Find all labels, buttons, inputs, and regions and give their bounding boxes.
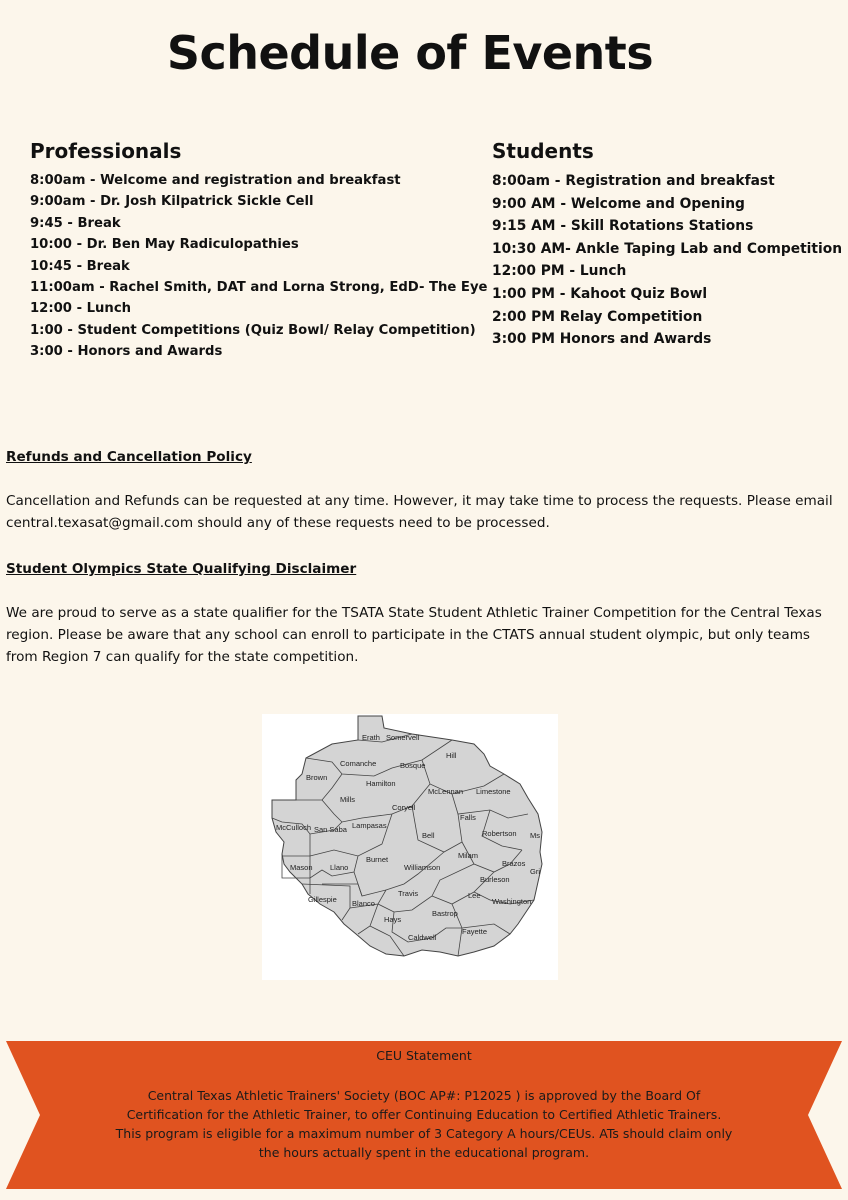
central-texas-map — [262, 714, 558, 980]
county-label: Hays — [384, 915, 402, 924]
schedule-item: 1:00 - Student Competitions (Quiz Bowl/ Relay Competition) — [30, 322, 476, 338]
county-label: Bosque — [400, 761, 426, 770]
professionals-heading: Professionals — [30, 139, 182, 163]
professionals-schedule — [30, 138, 488, 363]
schedule-item: 12:00 - Lunch — [30, 301, 132, 317]
disclaimer-text: We are proud to serve as a state qualifier for the TSATA State Student Athletic Trainer Competition for the Central Texas region. Please be aware that any school can enroll to participate in the CTATS annual student olympic, but only teams from Region 7 can qualify for the state competition. — [6, 605, 822, 665]
county-label: San Saba — [314, 825, 347, 834]
refunds-text: Cancellation and Refunds can be requested at any time. However, it may take time to process the requests. Please email central.texasat@gmail.com should any of these requests need to be processed. — [6, 493, 833, 531]
students-heading: Students — [492, 139, 594, 163]
county-label: Fayette — [462, 927, 488, 936]
schedule-item: 8:00am - Registration and breakfast — [492, 173, 775, 189]
county-label: Caldwell — [408, 933, 437, 942]
county-label: Bell — [422, 831, 435, 840]
refunds-section — [6, 446, 842, 534]
schedule-item: 8:00am - Welcome and registration and breakfast — [30, 173, 401, 188]
students-list — [492, 170, 842, 351]
schedule-item: 1:00 PM - Kahoot Quiz Bowl — [492, 285, 708, 302]
schedule-item: 12:00 PM - Lunch — [492, 263, 627, 280]
schedule-item: 3:00 - Honors and Awards — [30, 344, 223, 360]
schedule-item: 9:00am - Dr. Josh Kilpatrick Sickle Cell — [30, 194, 314, 210]
schedule-item: 9:00 AM - Welcome and Opening — [492, 195, 745, 212]
county-label: McLennan — [428, 787, 464, 796]
county-label: Gillespie — [308, 895, 337, 904]
ceu-title: CEU Statement — [376, 1048, 472, 1063]
county-label: McCulloch — [276, 823, 312, 832]
county-label: Burleson — [480, 875, 510, 884]
county-label: Lee — [468, 891, 481, 900]
county-map-svg — [262, 714, 558, 980]
county-label: Limestone — [476, 787, 511, 796]
county-label: Somervell — [386, 733, 420, 742]
students-schedule — [492, 138, 842, 351]
county-label: Hamilton — [366, 779, 396, 788]
page-title: Schedule of Events — [166, 26, 654, 80]
county-label: Washington — [492, 897, 532, 906]
county-label: Erath — [362, 733, 380, 742]
county-label: Williamson — [404, 863, 441, 872]
county-label: Travis — [398, 889, 419, 898]
schedule-item: 9:45 - Break — [30, 215, 121, 231]
county-label: Blanco — [352, 899, 375, 908]
county-label: Comanche — [340, 759, 377, 768]
county-label: Brazos — [502, 859, 526, 868]
county-label: Milam — [458, 851, 478, 860]
county-label: Mason — [290, 863, 313, 872]
professionals-list — [30, 170, 488, 363]
county-label: Robertson — [482, 829, 517, 838]
county-label: Lampasas — [352, 821, 387, 830]
county-label: Coryell — [392, 803, 416, 812]
disclaimer-section — [6, 558, 842, 668]
disclaimer-heading: Student Olympics State Qualifying Disclaimer — [6, 561, 357, 577]
schedule-item: 10:45 - Break — [30, 258, 130, 274]
ceu-text: Central Texas Athletic Trainers' Society (BOC AP#: P12025 ) is approved by the Board Of Certification for the Athletic Trainer, to offer Continuing Education to Certified Athletic Trainers. This program is eligible for a maximum number of 3 Category A hours/CEUs. ATs should claim only the hours actually spent in the educational program. — [115, 1088, 733, 1160]
county-label: Llano — [330, 863, 349, 872]
county-label: Mills — [340, 795, 355, 804]
schedule-item: 3:00 PM Honors and Awards — [492, 331, 712, 348]
county-label: Falls — [460, 813, 476, 822]
county-label: Ms — [530, 831, 540, 840]
county-label: Brown — [306, 773, 328, 782]
county-label: Gri — [530, 867, 540, 876]
schedule-item: 9:15 AM - Skill Rotations Stations — [492, 218, 754, 235]
county-label: Bastrop — [432, 909, 458, 918]
schedule-item: 10:00 - Dr. Ben May Radiculopathies — [30, 237, 299, 253]
county-label: Burnet — [366, 855, 389, 864]
refunds-heading: Refunds and Cancellation Policy — [6, 449, 252, 465]
schedule-item: 11:00am - Rachel Smith, DAT and Lorna Strong, EdD- The Eye — [30, 280, 488, 296]
county-label: Hill — [446, 751, 457, 760]
schedule-item: 10:30 AM- Ankle Taping Lab and Competition — [492, 240, 843, 257]
schedule-item: 2:00 PM Relay Competition — [492, 308, 703, 325]
